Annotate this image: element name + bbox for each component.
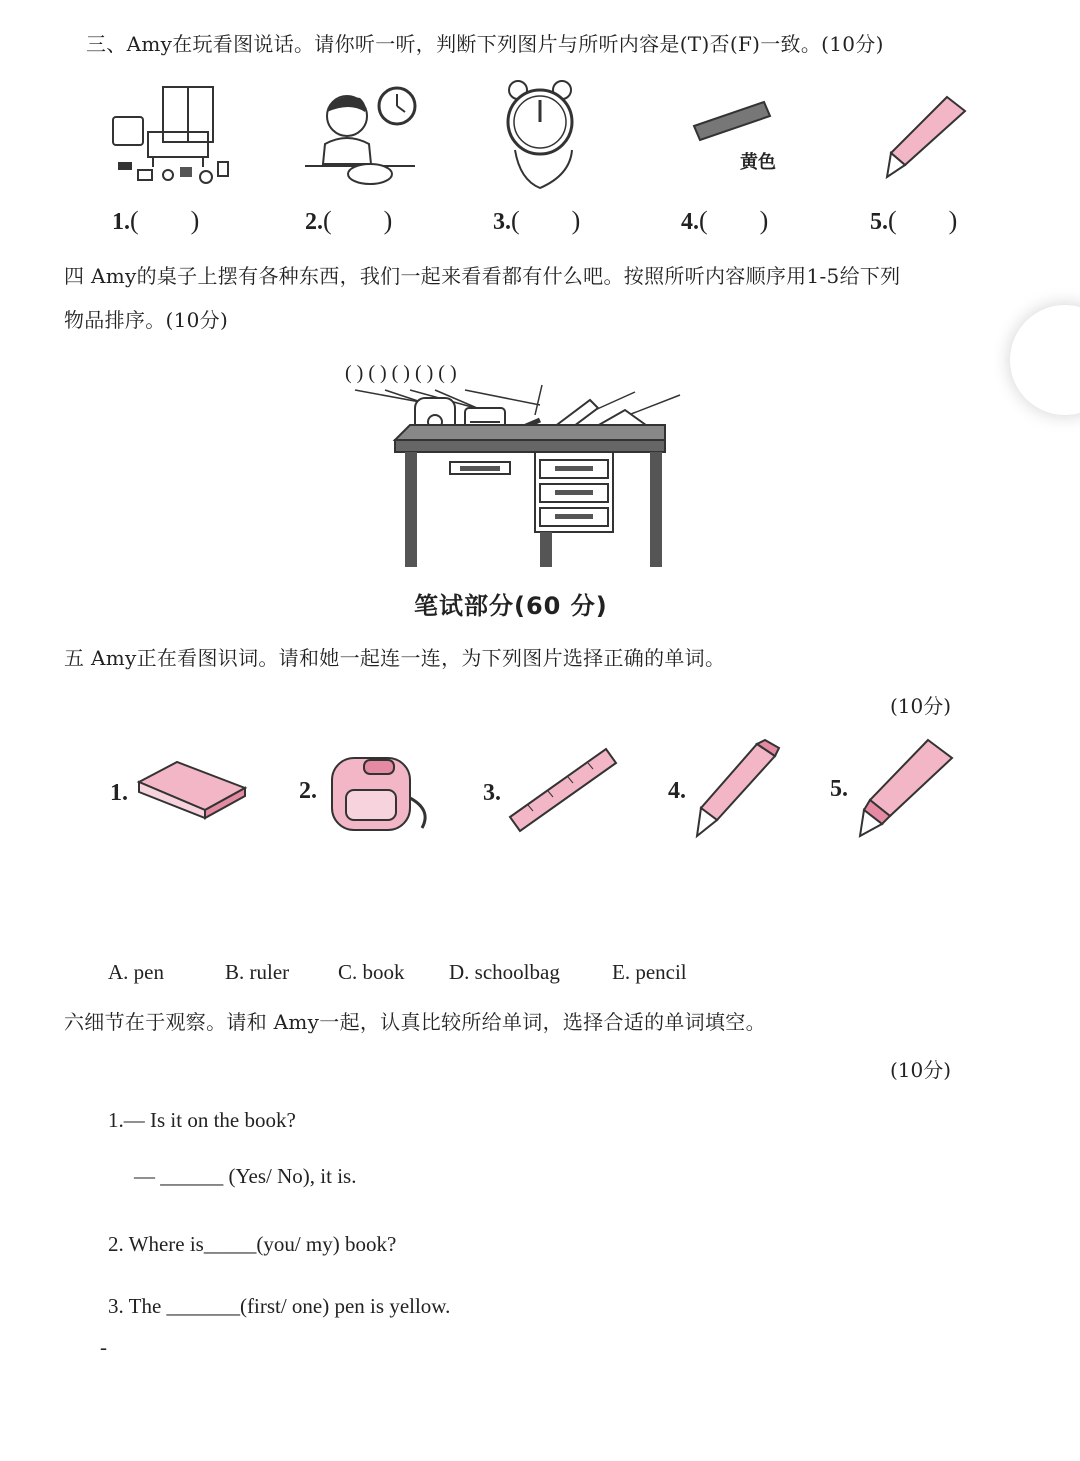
s5-label-4: 4. xyxy=(668,778,686,804)
answer-blank[interactable]: ( ) xyxy=(888,206,958,235)
question-3[interactable]: 3. The _______(first/ one) pen is yellow. xyxy=(108,1294,451,1318)
messy-room-picture xyxy=(108,82,233,187)
section5-score: (10分) xyxy=(890,694,952,718)
section6-score: (10分) xyxy=(890,1058,952,1082)
alarm-clock-picture xyxy=(500,80,585,192)
s5-label-5: 5. xyxy=(830,776,848,802)
ruler-pink-picture xyxy=(508,745,618,835)
s3-item-3: 3.( ) xyxy=(493,206,581,235)
desk-picture xyxy=(390,380,680,570)
option-e: E. pencil xyxy=(612,960,687,984)
answer-blank[interactable]: ( ) xyxy=(699,206,769,235)
option-a: A. pen xyxy=(108,960,164,984)
s3-item-2: 2.( ) xyxy=(305,206,393,235)
option-d: D. schoolbag xyxy=(449,960,560,984)
s3-item-4: 4.( ) xyxy=(681,206,769,235)
question-2[interactable]: 2. Where is_____(you/ my) book? xyxy=(108,1232,397,1256)
answer-blank[interactable]: ( ) xyxy=(323,206,393,235)
question-1-line1: 1.— Is it on the book? xyxy=(108,1108,296,1132)
schoolbag-picture xyxy=(322,750,437,835)
answer-blank[interactable]: ( ) xyxy=(130,206,200,235)
question-1-line2[interactable]: — ______ (Yes/ No), it is. xyxy=(134,1164,357,1188)
s3-item-1: 1.( ) xyxy=(112,206,200,235)
section3-instruction: 三、Amy在玩看图说话。请你听一听，判断下列图片与所听内容是(T)否(F)一致。(10分) xyxy=(86,32,884,56)
section4-instruction-line2: 物品排序。(10分) xyxy=(64,308,229,332)
option-b: B. ruler xyxy=(225,960,290,984)
boy-eating-picture xyxy=(305,84,420,189)
s5-label-3: 3. xyxy=(483,780,501,806)
order-blanks[interactable]: ( ) ( ) ( ) ( ) ( ) xyxy=(345,362,457,384)
pencil-pink-picture xyxy=(695,740,780,840)
written-part-heading: 笔试部分(60 分) xyxy=(414,592,608,620)
section5-instruction: 五 Amy正在看图识词。请和她一起连一连，为下列图片选择正确的单词。 xyxy=(64,646,726,670)
book-picture xyxy=(135,760,247,820)
fountain-pen-picture xyxy=(858,738,958,838)
ruler-picture xyxy=(692,98,772,143)
s5-label-1: 1. xyxy=(110,780,128,806)
pink-pencil-picture xyxy=(885,95,970,180)
scroll-handle[interactable] xyxy=(1010,305,1080,415)
section4-instruction-line1: 四 Amy的桌子上摆有各种东西，我们一起来看看都有什么吧。按照所听内容顺序用1-5给下列 xyxy=(64,264,901,288)
answer-blank[interactable]: ( ) xyxy=(511,206,581,235)
s3-item-5: 5.( ) xyxy=(870,206,958,235)
stray-dash: - xyxy=(100,1335,107,1359)
section6-instruction: 六细节在于观察。请和 Amy一起，认真比较所给单词，选择合适的单词填空。 xyxy=(64,1010,766,1034)
s5-label-2: 2. xyxy=(299,778,317,804)
option-c: C. book xyxy=(338,960,405,984)
ruler-color-caption: 黄色 xyxy=(740,152,776,173)
